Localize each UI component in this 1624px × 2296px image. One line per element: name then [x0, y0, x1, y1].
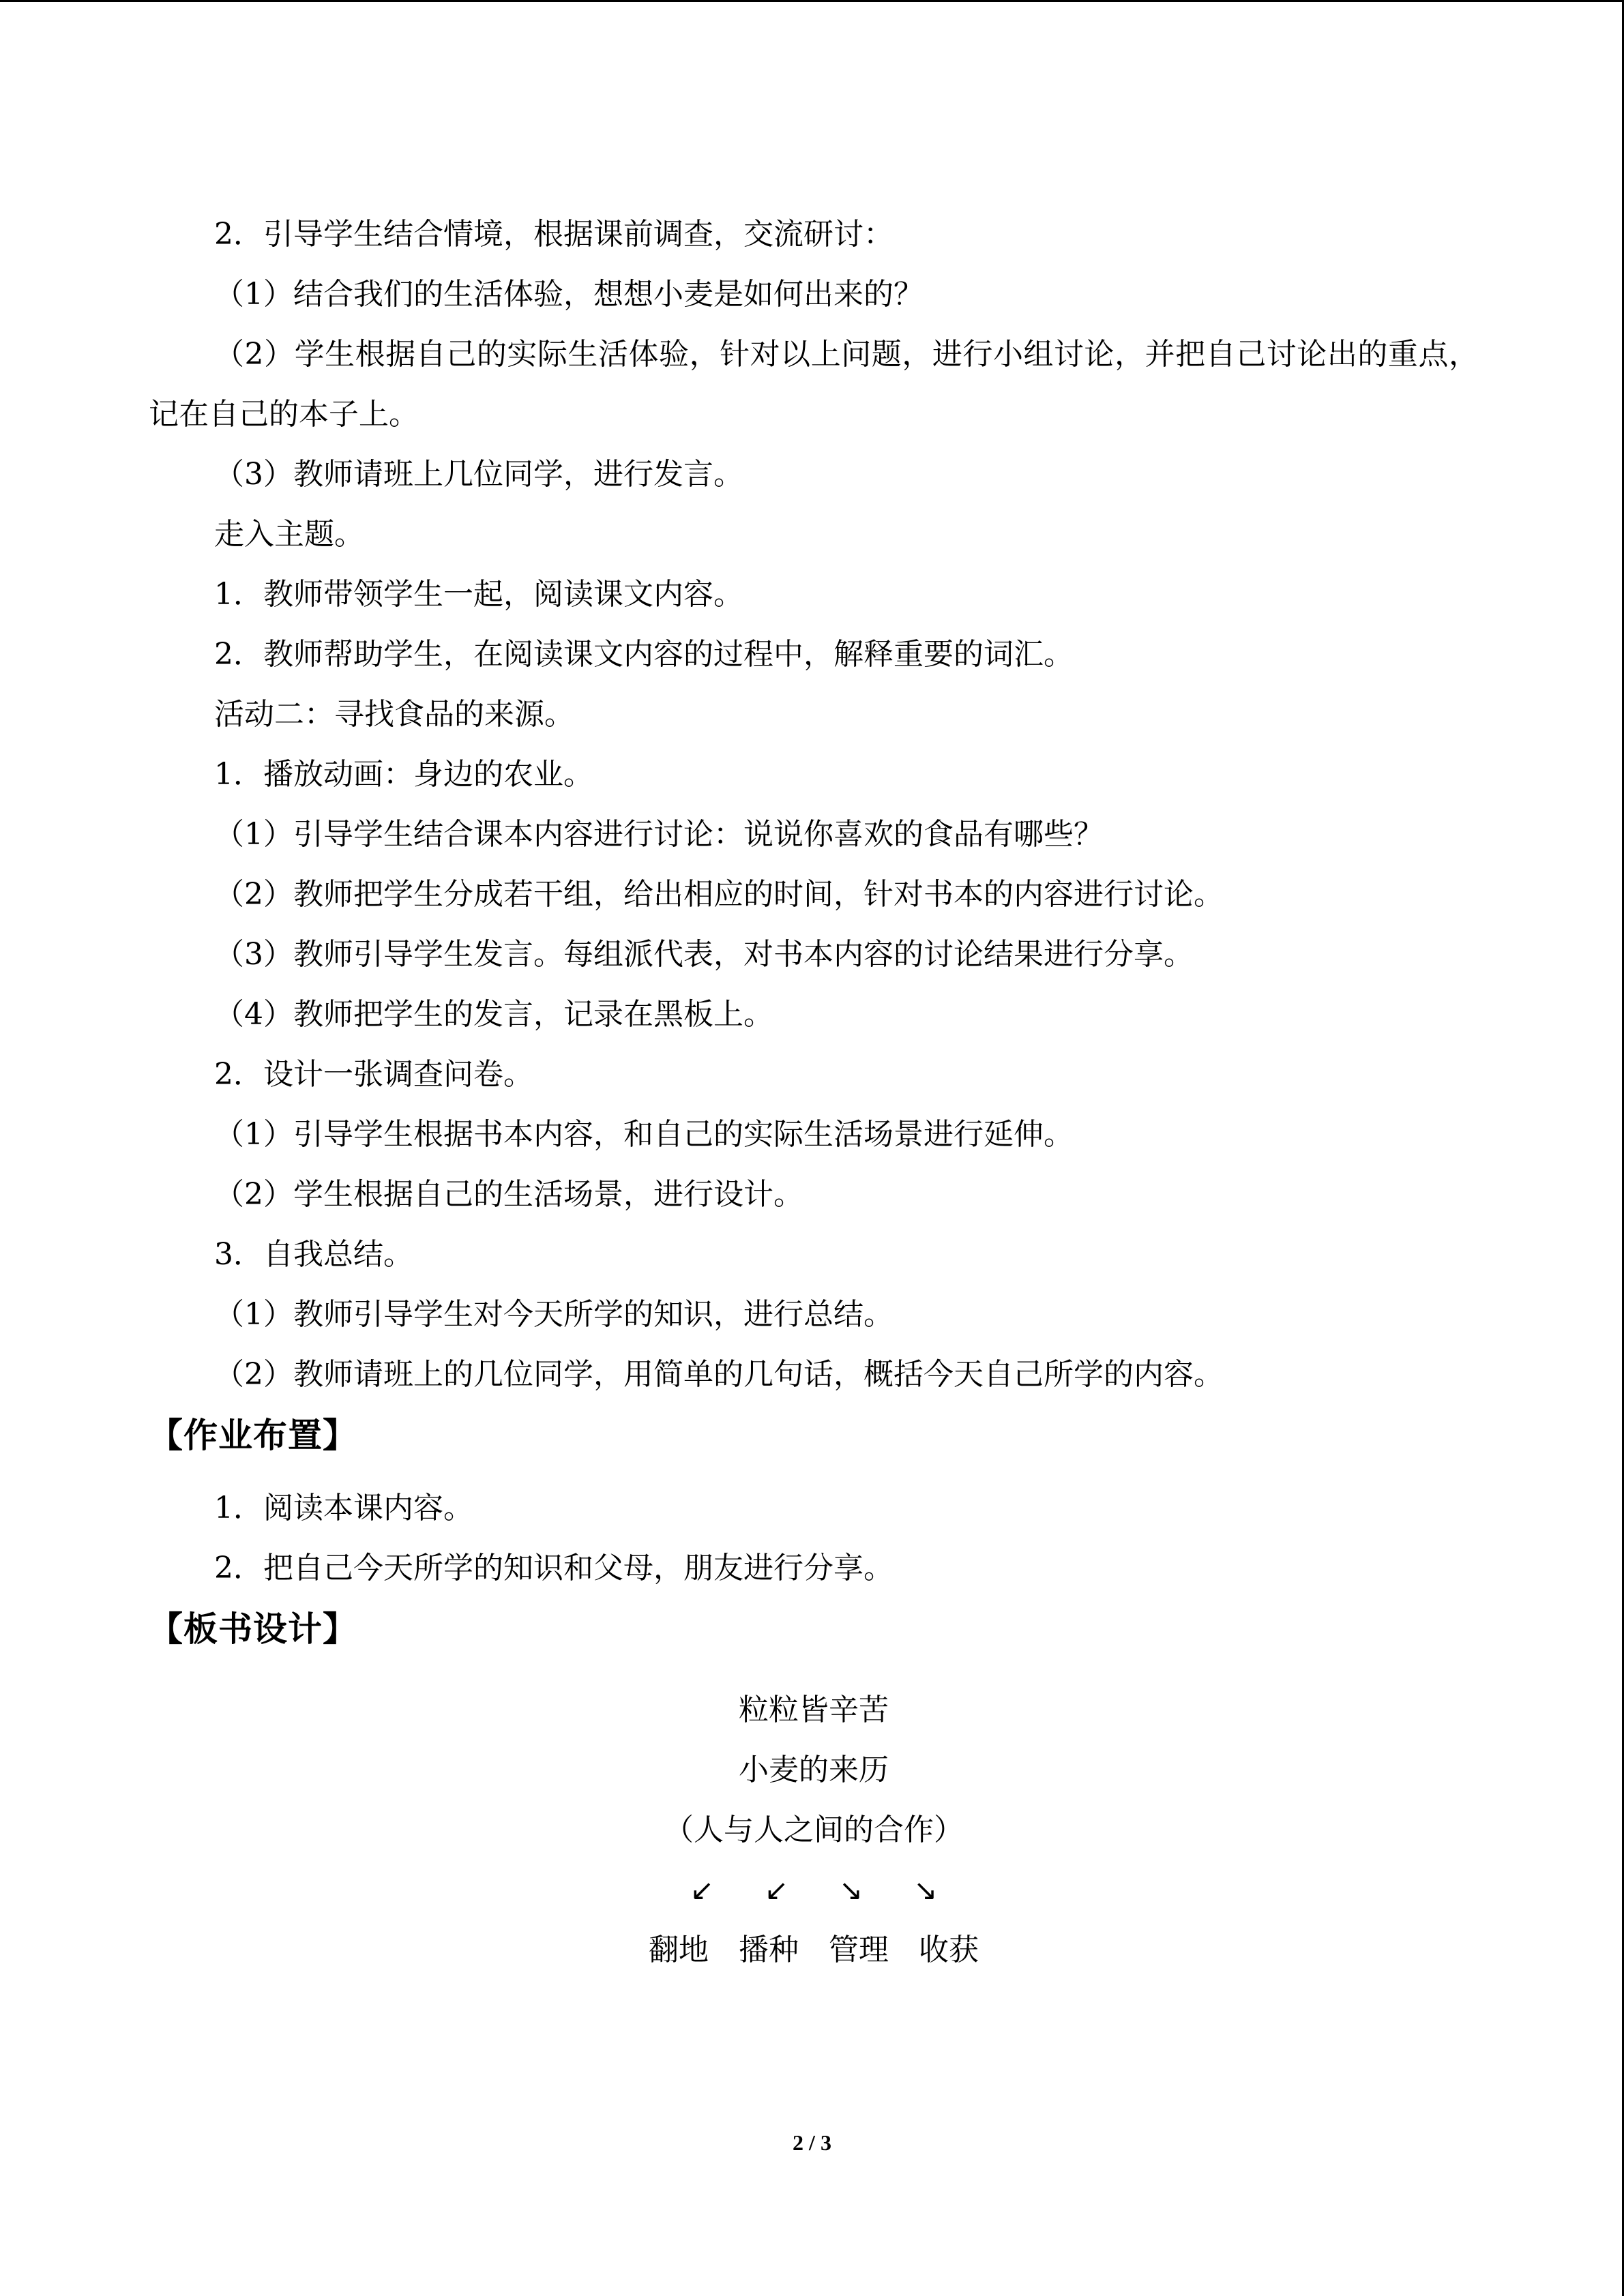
body-line: 1．教师带领学生一起，阅读课文内容。: [214, 577, 743, 612]
body-line: （1）结合我们的生活体验，想想小麦是如何出来的？: [214, 277, 924, 312]
body-line: （2）学生根据自己的生活场景，进行设计。: [214, 1177, 803, 1212]
body-line: （2）教师请班上的几位同学，用简单的几句话，概括今天自己所学的内容。: [214, 1357, 1224, 1392]
board-design: [149, 1680, 1479, 1980]
top-border: [0, 0, 1624, 2]
arrow-down-left-icon: ↙: [764, 1873, 788, 1907]
board-heading: 【板书设计】: [149, 1609, 357, 1649]
board-steps: [149, 1920, 1479, 1980]
body-line: （3）教师请班上几位同学，进行发言。: [214, 457, 743, 492]
board-step: 播种: [739, 1933, 799, 1967]
board-step: 管理: [829, 1933, 889, 1967]
arrow-down-right-icon: ↘: [913, 1873, 938, 1907]
arrow-down-right-icon: ↘: [839, 1873, 863, 1907]
homework-heading: 【作业布置】: [149, 1416, 357, 1455]
body-line: （1）引导学生结合课本内容进行讨论：说说你喜欢的食品有哪些？: [214, 817, 1104, 852]
homework-item: 2．把自己今天所学的知识和父母，朋友进行分享。: [214, 1551, 894, 1585]
body-line: 2．教师帮助学生，在阅读课文内容的过程中，解释重要的词汇。: [214, 637, 1074, 672]
arrow-down-left-icon: ↙: [690, 1873, 714, 1907]
homework-item: 1．阅读本课内容。: [214, 1491, 473, 1525]
body-paragraph-wrapped: （2）学生根据自己的实际生活体验，针对以上问题，进行小组讨论，并把自己讨论出的重点，记在自己的本子上。: [149, 337, 1479, 432]
body-line: 活动二：寻找食品的来源。: [214, 697, 574, 732]
body-line: 1．播放动画：身边的农业。: [214, 757, 593, 792]
document-body: [149, 205, 1479, 1980]
board-title: 粒粒皆辛苦: [739, 1693, 889, 1727]
body-line: 3．自我总结。: [214, 1237, 413, 1272]
board-subtitle: 小麦的来历: [739, 1753, 889, 1787]
board-arrows: [149, 1860, 1479, 1920]
body-line: （4）教师把学生的发言，记录在黑板上。: [214, 997, 773, 1032]
board-step: 翻地: [649, 1933, 709, 1967]
body-line: （3）教师引导学生发言。每组派代表，对书本内容的讨论结果进行分享。: [214, 937, 1194, 972]
body-line: （1）引导学生根据书本内容，和自己的实际生活场景进行延伸。: [214, 1117, 1074, 1152]
board-note: （人与人之间的合作）: [664, 1813, 964, 1847]
body-line: 2．设计一张调查问卷。: [214, 1057, 533, 1092]
body-line: （1）教师引导学生对今天所学的知识，进行总结。: [214, 1297, 894, 1332]
body-line: （2）教师把学生分成若干组，给出相应的时间，针对书本的内容进行讨论。: [214, 877, 1224, 912]
body-line: 2．引导学生结合情境，根据课前调查，交流研讨：: [214, 217, 894, 252]
body-line: 走入主题。: [214, 517, 364, 552]
board-step: 收获: [919, 1933, 979, 1967]
page-number: 2 / 3: [793, 2130, 831, 2155]
